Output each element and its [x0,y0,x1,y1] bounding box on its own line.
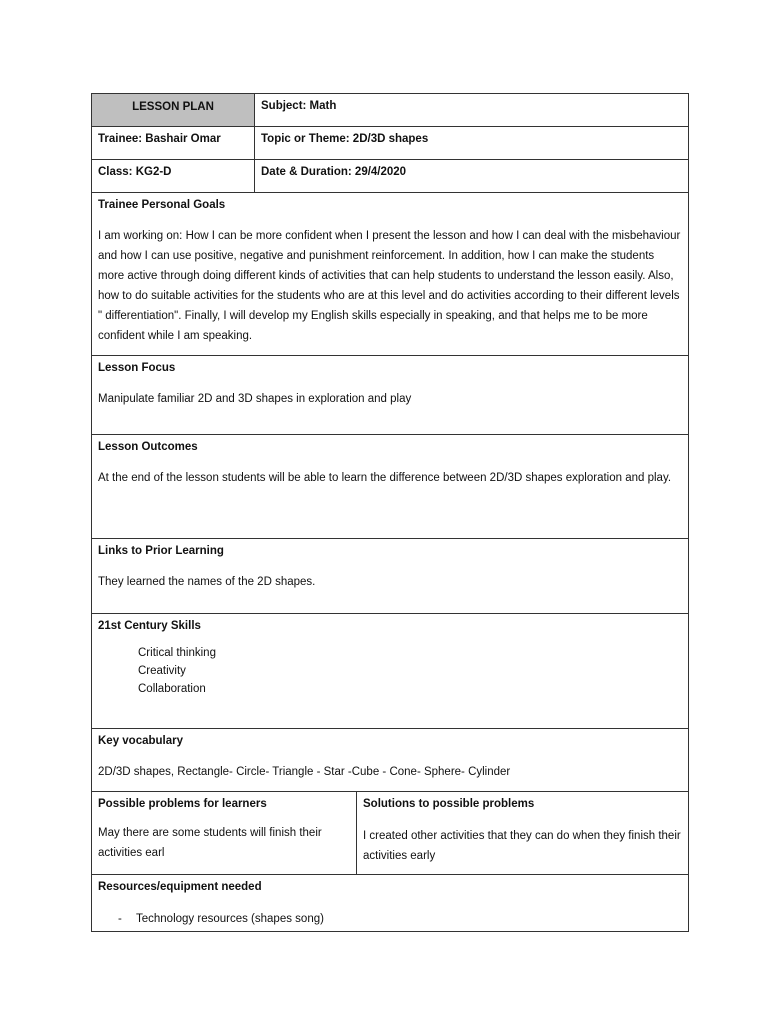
solutions-cell [357,792,689,875]
outcomes-row [92,435,689,539]
problems-row [92,792,689,875]
lesson-plan-heading: LESSON PLAN [92,94,255,127]
problems-text: May there are some students will finish their activities earl [98,827,322,859]
resource-item [118,909,682,929]
lesson-plan-table [91,93,689,932]
problems-title: Possible problems for learners [98,798,267,810]
goals-text: I am working on: How I can be more confident when I present the lesson and how I can deal with the misbehaviour and how I can use positive, negative and punishment reinforcement. In addition, how I can make the students more active through doing different kinds of activities that can help students to understand the lesson easily. Also, how to do suitable activities for the students who are at this level and do activities according to their different levels " differentiation". Finally, I will develop my English skills especially in speaking, and that helps me to be more confident while I am speaking. [98,230,681,342]
header-row-2 [92,127,689,160]
problems-cell [92,792,357,875]
bullet-dash: - [118,913,122,925]
outcomes-title: Lesson Outcomes [98,441,198,453]
resource-item-text: Technology resources (shapes song) [136,913,324,925]
resources-cell [92,875,689,932]
vocab-row [92,729,689,792]
header-row-3 [92,160,689,193]
solutions-text: I created other activities that they can do when they finish their activities early [363,830,681,862]
goals-cell [92,193,689,356]
focus-row [92,356,689,435]
lesson-plan-document [91,93,688,932]
focus-cell [92,356,689,435]
skills-list [138,644,682,698]
resources-title: Resources/equipment needed [98,881,262,893]
prior-row [92,539,689,614]
skills-row [92,614,689,729]
outcomes-cell [92,435,689,539]
skills-title: 21st Century Skills [98,620,201,632]
vocab-title: Key vocabulary [98,735,184,747]
date-cell: Date & Duration: 29/4/2020 [255,160,689,193]
resources-row [92,875,689,932]
goals-row [92,193,689,356]
class-cell: Class: KG2-D [92,160,255,193]
prior-title: Links to Prior Learning [98,545,224,557]
skill-item: Collaboration [138,683,206,695]
vocab-text: 2D/3D shapes, Rectangle- Circle- Triangle - Star -Cube - Cone- Sphere- Cylinder [98,766,511,778]
goals-title: Trainee Personal Goals [98,199,226,211]
vocab-cell [92,729,689,792]
skill-item: Creativity [138,665,186,677]
outcomes-text: At the end of the lesson students will be able to learn the difference between 2D/3D shapes exploration and play. [98,472,672,484]
focus-text: Manipulate familiar 2D and 3D shapes in exploration and play [98,393,412,405]
header-row-1 [92,94,689,127]
skill-item: Critical thinking [138,647,216,659]
subject-cell: Subject: Math [255,94,689,127]
prior-cell [92,539,689,614]
topic-cell: Topic or Theme: 2D/3D shapes [255,127,689,160]
skills-cell [92,614,689,729]
solutions-title: Solutions to possible problems [363,798,535,810]
trainee-cell: Trainee: Bashair Omar [92,127,255,160]
focus-title: Lesson Focus [98,362,176,374]
prior-text: They learned the names of the 2D shapes. [98,576,316,588]
